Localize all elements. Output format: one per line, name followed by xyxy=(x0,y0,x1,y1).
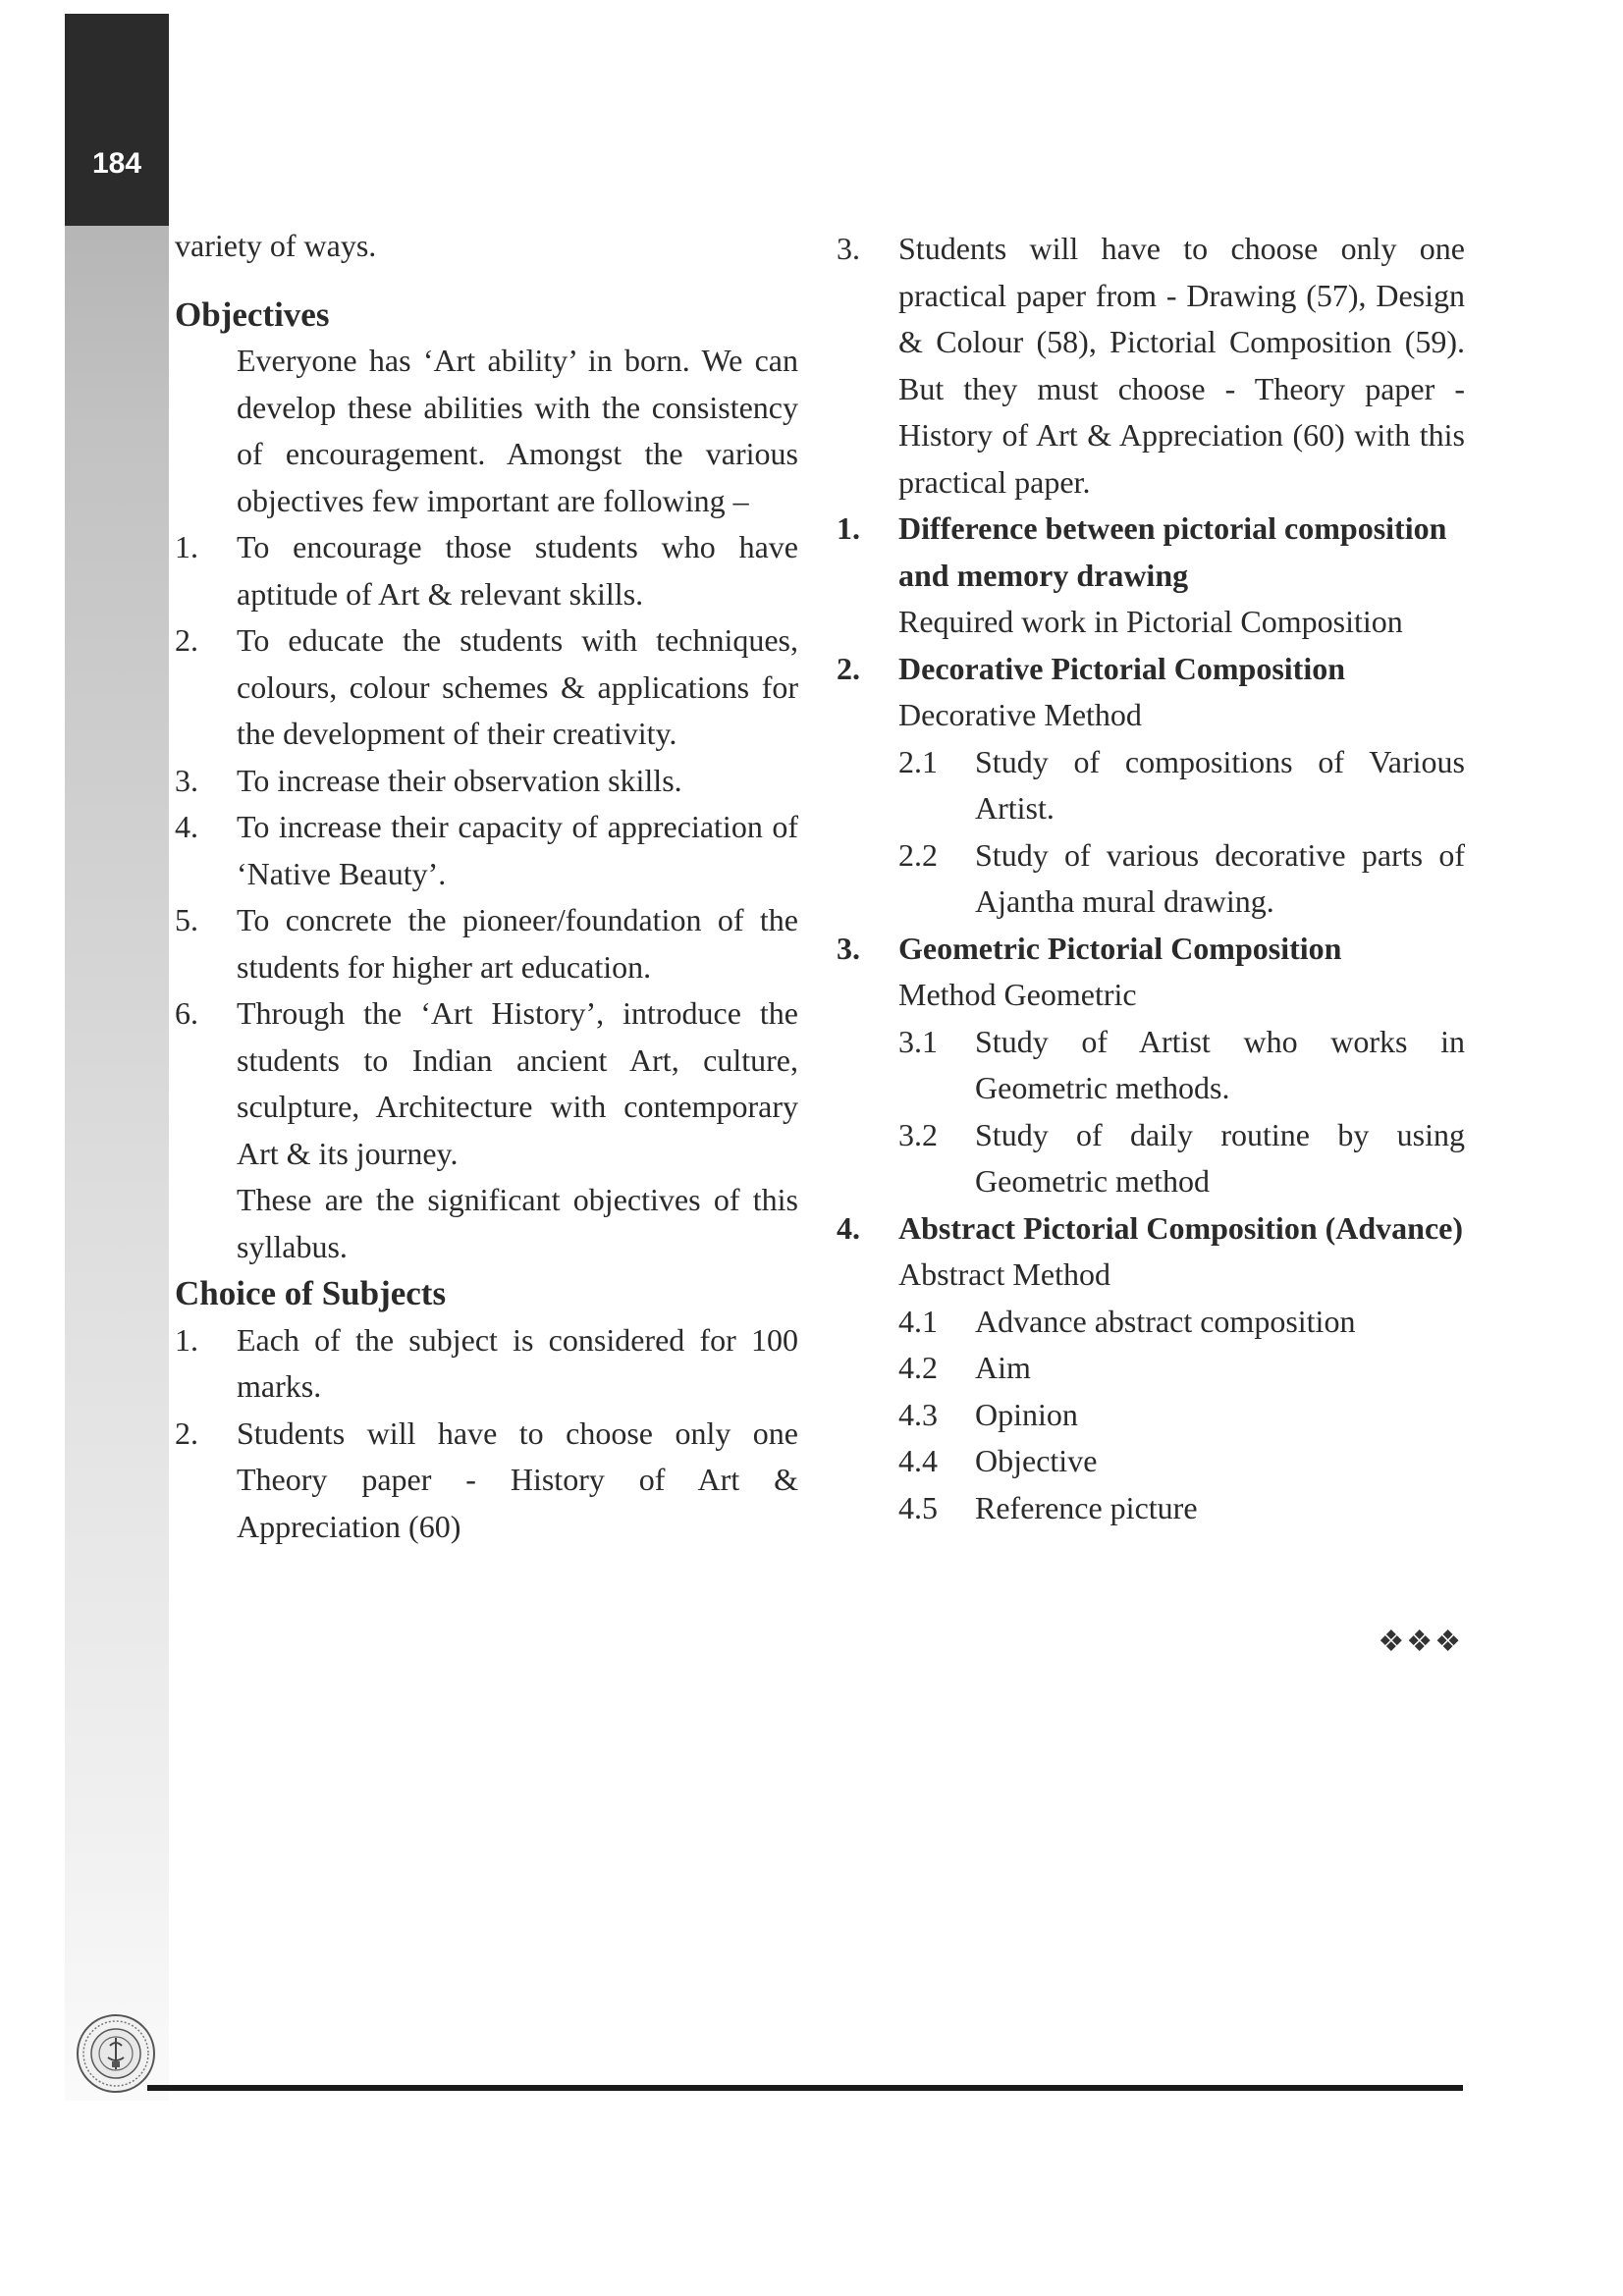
section-heading xyxy=(837,646,1465,693)
end-of-section-ornament: ❖❖❖ xyxy=(1378,1626,1463,1658)
sub-number: 2.2 xyxy=(898,836,938,873)
sub-item xyxy=(837,1392,1465,1439)
continuation-text: variety of ways. xyxy=(175,228,377,263)
sub-text: Study of compositions of Various Artist. xyxy=(975,743,1465,826)
objective-text: To concrete the pioneer/foundation of the students for higher art education. xyxy=(237,902,798,985)
section-title: Decorative Pictorial Composition xyxy=(898,650,1345,686)
sub-number: 2.1 xyxy=(898,743,938,779)
objective-number: 4. xyxy=(175,809,198,844)
objective-text: Through the ‘Art History’, introduce the students to Indian ancient Art, culture, sculpture, Architecture with contemporary Art & its journey. xyxy=(237,995,798,1171)
objective-item xyxy=(175,617,798,758)
sub-number: 4.3 xyxy=(898,1396,938,1432)
objective-text: To educate the students with techniques, colours, colour schemes & applications for the development of their creativity. xyxy=(237,622,798,751)
choice-item xyxy=(175,1317,798,1411)
section-title: Geometric Pictorial Composition xyxy=(898,930,1342,966)
right-column xyxy=(837,226,1465,1531)
section-heading xyxy=(837,506,1465,599)
objective-item xyxy=(175,990,798,1177)
objectives-intro: Everyone has ‘Art ability’ in born. We can develop these abilities with the consistency of encouragement. Amongst the various objectives few important are following – xyxy=(237,343,798,518)
side-gradient-band xyxy=(65,14,169,2101)
sub-number: 3.1 xyxy=(898,1023,938,1059)
sub-item xyxy=(837,832,1465,926)
sub-text: Reference picture xyxy=(975,1489,1198,1525)
sub-item xyxy=(837,1299,1465,1346)
choice-text: Students will have to choose only one practical paper from - Drawing (57), Design & Colour (58), Pictorial Composition (59). But they must choose - Theory paper - History of Art & Appreciation (60) with this practical paper. xyxy=(898,231,1465,500)
objective-item xyxy=(175,804,798,897)
objective-number: 6. xyxy=(175,995,198,1031)
sub-item xyxy=(837,1019,1465,1112)
objective-number: 1. xyxy=(175,529,198,564)
sub-text: Opinion xyxy=(975,1396,1078,1432)
choice-item xyxy=(837,226,1465,506)
section-method: Abstract Method xyxy=(898,1256,1110,1292)
objectives-closing: These are the significant objectives of this syllabus. xyxy=(237,1182,798,1264)
objectives-heading: Objectives xyxy=(175,294,330,334)
sub-number: 4.5 xyxy=(898,1489,938,1525)
section-method: Method Geometric xyxy=(898,977,1137,1012)
section-method: Decorative Method xyxy=(898,697,1142,732)
choice-number: 2. xyxy=(175,1415,198,1451)
section-heading xyxy=(837,1205,1465,1253)
section-number: 4. xyxy=(837,1209,860,1246)
objective-text: To encourage those students who have aptitude of Art & relevant skills. xyxy=(237,529,798,612)
sub-item xyxy=(837,1485,1465,1532)
sub-text: Study of Artist who works in Geometric methods. xyxy=(975,1023,1465,1105)
sub-number: 4.4 xyxy=(898,1443,938,1478)
sub-text: Study of various decorative parts of Ajantha mural drawing. xyxy=(975,836,1465,919)
choice-of-subjects-heading: Choice of Subjects xyxy=(175,1274,447,1312)
sub-text: Advance abstract composition xyxy=(975,1303,1356,1339)
choice-number: 3. xyxy=(837,231,860,266)
section-number: 1. xyxy=(837,510,860,546)
sub-number: 4.1 xyxy=(898,1303,938,1339)
choice-number: 1. xyxy=(175,1321,198,1358)
sub-item xyxy=(837,739,1465,832)
section-number: 3. xyxy=(837,930,860,966)
objective-number: 2. xyxy=(175,622,198,658)
choice-text: Students will have to choose only one Theory paper - History of Art & Appreciation (60) xyxy=(237,1415,798,1544)
sub-text: Objective xyxy=(975,1443,1098,1478)
objective-item xyxy=(175,897,798,990)
objective-item xyxy=(175,758,798,805)
objective-text: To increase their observation skills. xyxy=(237,762,682,798)
section-heading xyxy=(837,926,1465,973)
section-number: 2. xyxy=(837,650,860,686)
section-title: Difference between pictorial composition and memory drawing xyxy=(898,510,1447,593)
sub-item xyxy=(837,1345,1465,1392)
section-title: Abstract Pictorial Composition (Advance) xyxy=(898,1209,1464,1246)
objective-number: 5. xyxy=(175,902,198,937)
sub-number: 3.2 xyxy=(898,1116,938,1152)
page-number: 184 xyxy=(91,147,142,180)
footer-rule xyxy=(147,2085,1463,2091)
sub-number: 4.2 xyxy=(898,1350,938,1385)
objective-item xyxy=(175,524,798,617)
choice-text: Each of the subject is considered for 100 marks. xyxy=(237,1321,798,1404)
objective-text: To increase their capacity of appreciation of ‘Native Beauty’. xyxy=(237,809,798,891)
section-line: Required work in Pictorial Composition xyxy=(898,604,1403,639)
sub-text: Aim xyxy=(975,1350,1031,1385)
sub-item xyxy=(837,1438,1465,1485)
page-number-tab xyxy=(65,14,169,226)
sub-item xyxy=(837,1112,1465,1205)
emblem-seal-icon xyxy=(75,2012,157,2095)
sub-text: Study of daily routine by using Geometric method xyxy=(975,1116,1465,1199)
left-column xyxy=(175,223,798,1550)
objective-number: 3. xyxy=(175,762,198,798)
choice-item xyxy=(175,1411,798,1551)
